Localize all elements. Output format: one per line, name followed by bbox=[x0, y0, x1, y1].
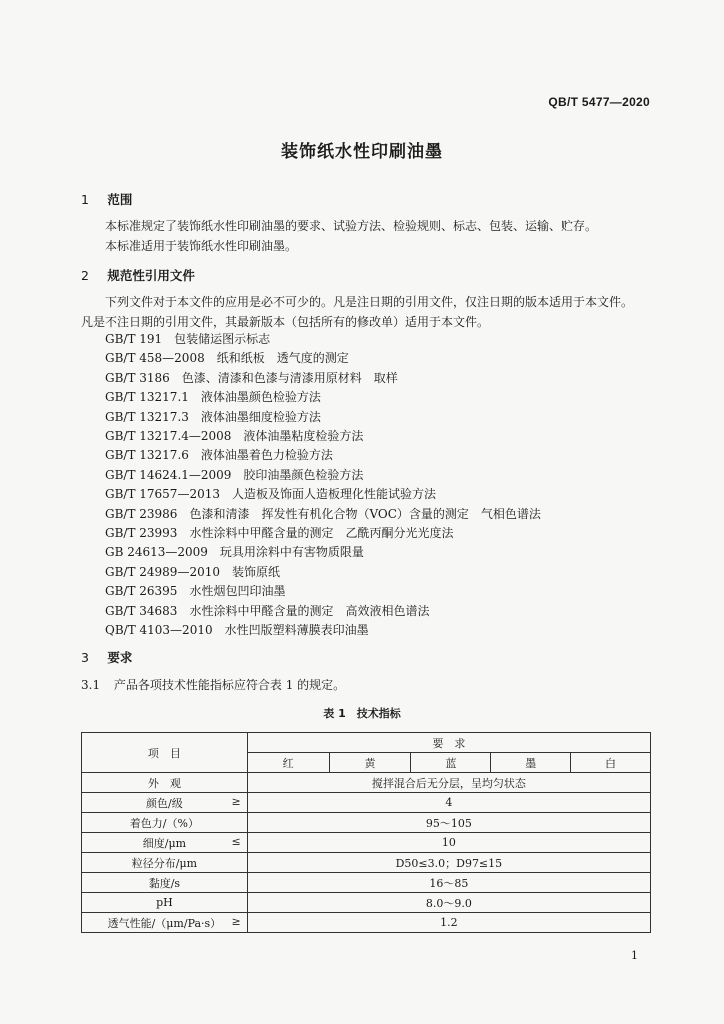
row-value: 搅拌混合后无分层，呈均匀状态 bbox=[247, 773, 650, 793]
clause-text: 产品各项技术性能指标应符合表 1 的规定。 bbox=[113, 678, 346, 692]
row-item bbox=[82, 853, 248, 873]
table-row bbox=[82, 833, 651, 853]
row-value: 1.2 bbox=[247, 913, 650, 933]
item-label: 粒径分布/μm bbox=[131, 856, 198, 870]
row-value: 16～85 bbox=[247, 873, 650, 893]
intro-line: 凡是不注日期的引用文件，其最新版本（包括所有的修改单）适用于本文件。 bbox=[81, 315, 490, 329]
table-row bbox=[82, 853, 651, 873]
reference-item: GB/T 14624.1—2009 胶印油墨颜色检验方法 bbox=[105, 467, 364, 482]
document-title: 装饰纸水性印刷油墨 bbox=[281, 142, 443, 162]
item-symbol: ≥ bbox=[231, 794, 241, 808]
reference-item: GB/T 13217.6 液体油墨着色力检验方法 bbox=[105, 448, 333, 463]
item-label: pH bbox=[156, 896, 173, 909]
reference-item: GB 24613—2009 玩具用涂料中有害物质限量 bbox=[105, 545, 364, 560]
table-row bbox=[82, 873, 651, 893]
section-number: 1 bbox=[81, 192, 89, 207]
color-black: 墨 bbox=[491, 753, 571, 773]
clause-number: 3.1 bbox=[81, 678, 101, 692]
reference-item: GB/T 17657—2013 人造板及饰面人造板理化性能试验方法 bbox=[105, 487, 436, 502]
section-title: 要求 bbox=[107, 650, 133, 665]
section-title: 范围 bbox=[107, 192, 133, 207]
reference-item: GB/T 13217.4—2008 液体油墨粘度检验方法 bbox=[105, 429, 364, 444]
item-label: 黏度/s bbox=[148, 876, 181, 890]
table-row bbox=[82, 773, 651, 793]
technical-spec-table bbox=[81, 732, 651, 933]
reference-item: QB/T 4103—2010 水性凹版塑料薄膜表印油墨 bbox=[105, 623, 369, 638]
reference-item: GB/T 13217.3 液体油墨细度检验方法 bbox=[105, 409, 321, 424]
table-caption: 表 1 技术指标 bbox=[323, 707, 401, 720]
reference-item: GB/T 458—2008 纸和纸板 透气度的测定 bbox=[105, 351, 349, 366]
item-label: 细度/μm bbox=[142, 836, 187, 850]
row-item bbox=[82, 773, 248, 793]
intro-line: 下列文件对于本文件的应用是必不可少的。凡是注日期的引用文件，仅注日期的版本适用于本文件。 bbox=[105, 295, 634, 309]
color-blue: 蓝 bbox=[411, 753, 491, 773]
row-item bbox=[82, 793, 248, 813]
table-row bbox=[82, 913, 651, 933]
table-row bbox=[82, 813, 651, 833]
item-label: 颜色/级 bbox=[146, 796, 183, 810]
color-white: 白 bbox=[571, 753, 651, 773]
row-item bbox=[82, 893, 248, 913]
table-row bbox=[82, 893, 651, 913]
row-value: 95～105 bbox=[247, 813, 650, 833]
item-label: 着色力/（%） bbox=[129, 816, 199, 830]
section-number: 2 bbox=[81, 268, 89, 283]
row-value: 8.0～9.0 bbox=[247, 893, 650, 913]
reference-item: GB/T 13217.1 液体油墨颜色检验方法 bbox=[105, 390, 321, 405]
item-symbol: ≥ bbox=[231, 914, 241, 928]
reference-item: GB/T 34683 水性涂料中甲醛含量的测定 高效液相色谱法 bbox=[105, 603, 430, 618]
row-value: 4 bbox=[247, 793, 650, 813]
section-2-intro bbox=[81, 292, 664, 332]
header-item: 项 目 bbox=[82, 733, 248, 773]
page-number: 1 bbox=[631, 949, 638, 962]
reference-item: GB/T 23986 色漆和清漆 挥发性有机化合物（VOC）含量的测定 气相色谱法 bbox=[105, 506, 541, 521]
section-title: 规范性引用文件 bbox=[107, 268, 195, 283]
paragraph: 本标准适用于装饰纸水性印刷油墨。 bbox=[105, 239, 298, 253]
clause-3-1 bbox=[81, 676, 345, 693]
item-symbol: ≤ bbox=[231, 834, 241, 848]
row-item bbox=[82, 873, 248, 893]
reference-item: GB/T 24989—2010 装饰原纸 bbox=[105, 564, 280, 579]
reference-item: GB/T 26395 水性烟包凹印油墨 bbox=[105, 584, 286, 599]
color-red: 红 bbox=[247, 753, 329, 773]
row-item bbox=[82, 913, 248, 933]
table-header-row bbox=[82, 733, 651, 753]
section-1-body bbox=[81, 216, 650, 256]
paragraph: 本标准规定了装饰纸水性印刷油墨的要求、试验方法、检验规则、标志、包装、运输、贮存。 bbox=[105, 219, 598, 233]
table-row bbox=[82, 793, 651, 813]
section-number: 3 bbox=[81, 650, 89, 665]
row-value: D50≤3.0；D97≤15 bbox=[247, 853, 650, 873]
header-requirements: 要 求 bbox=[247, 733, 650, 753]
row-item bbox=[82, 813, 248, 833]
item-label: 外 观 bbox=[147, 776, 181, 790]
row-value: 10 bbox=[247, 833, 650, 853]
reference-item: GB/T 3186 色漆、清漆和色漆与清漆用原材料 取样 bbox=[105, 370, 398, 385]
standard-code: QB/T 5477—2020 bbox=[548, 95, 650, 109]
color-yellow: 黄 bbox=[329, 753, 411, 773]
section-2-heading bbox=[81, 266, 195, 284]
reference-list bbox=[105, 330, 541, 641]
reference-item: GB/T 191 包装储运图示标志 bbox=[105, 332, 271, 346]
item-label: 透气性能/（μm/Pa·s） bbox=[107, 916, 222, 930]
row-item bbox=[82, 833, 248, 853]
section-3-heading bbox=[81, 648, 132, 666]
reference-item: GB/T 23993 水性涂料中甲醛含量的测定 乙酰丙酮分光光度法 bbox=[105, 526, 454, 541]
section-1-heading bbox=[81, 190, 132, 208]
